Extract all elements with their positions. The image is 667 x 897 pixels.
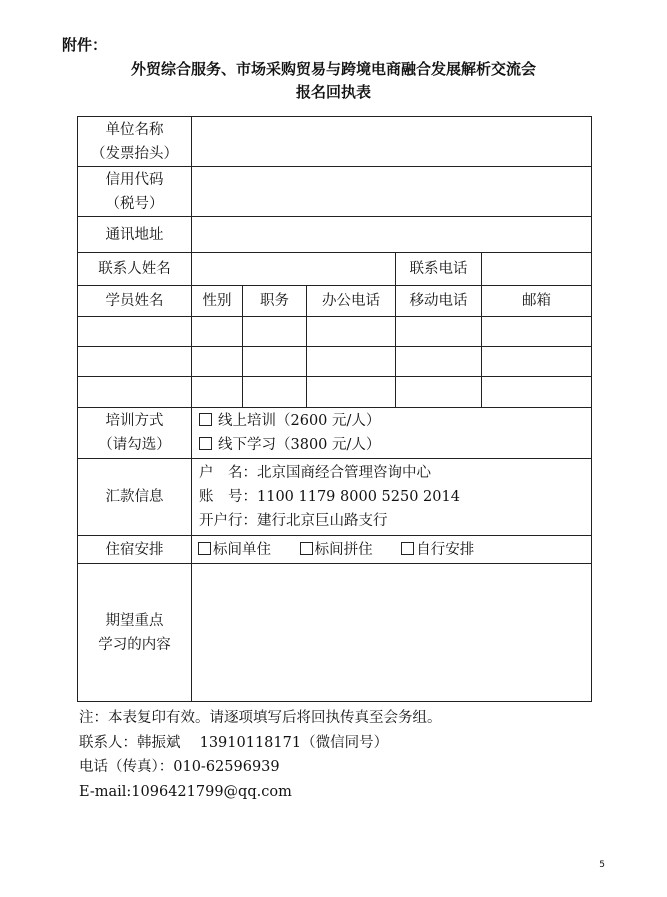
training-option-offline[interactable]	[199, 433, 591, 457]
note-phone-fax: 电话（传真）：010-62596939	[79, 759, 280, 775]
table-row	[78, 317, 592, 347]
table-row	[78, 377, 592, 408]
address-label: 通讯地址	[78, 217, 192, 253]
student-name-cell[interactable]	[78, 377, 192, 408]
student-email-cell[interactable]	[482, 347, 592, 377]
lodging-option-single[interactable]	[198, 542, 271, 558]
student-gender-cell[interactable]	[192, 377, 243, 408]
student-position-cell[interactable]	[243, 317, 307, 347]
remit-label: 汇款信息	[78, 459, 192, 536]
contact-phone-label: 联系电话	[396, 253, 482, 286]
student-gender-cell[interactable]	[192, 347, 243, 377]
student-mobile-cell[interactable]	[396, 377, 482, 408]
table-row	[78, 536, 592, 564]
column-header-office-phone: 办公电话	[307, 286, 396, 317]
student-email-cell[interactable]	[482, 377, 592, 408]
lodging-option-self[interactable]	[401, 542, 474, 558]
student-position-cell[interactable]	[243, 377, 307, 408]
expectation-label-line1: 期望重点	[105, 612, 164, 629]
column-header-gender: 性别	[192, 286, 243, 317]
credit-code-field[interactable]	[192, 167, 592, 217]
unit-name-sublabel: （发票抬头）	[91, 145, 178, 162]
student-mobile-cell[interactable]	[396, 317, 482, 347]
training-sublabel: （请勾选）	[98, 437, 171, 453]
checkbox-icon[interactable]	[199, 413, 212, 426]
student-email-cell[interactable]	[482, 317, 592, 347]
student-gender-cell[interactable]	[192, 317, 243, 347]
training-label: 培训方式	[105, 413, 164, 429]
student-office-phone-cell[interactable]	[307, 377, 396, 408]
training-option-offline-label: 线下学习（3800 元/人）	[218, 437, 381, 453]
credit-code-sublabel: （税号）	[105, 195, 164, 212]
table-row	[78, 408, 592, 459]
table-row	[78, 564, 592, 702]
page-number: 5	[599, 860, 605, 870]
expectation-field[interactable]	[192, 564, 592, 702]
training-option-online-label: 线上培训（2600 元/人）	[218, 413, 381, 429]
attachment-label: 附件：	[62, 36, 108, 54]
lodging-option-shared-label: 标间拼住	[314, 541, 373, 558]
checkbox-icon[interactable]	[300, 542, 313, 555]
column-header-position: 职务	[243, 286, 307, 317]
footer-notes	[79, 706, 442, 804]
lodging-options	[192, 536, 592, 564]
table-row	[78, 347, 592, 377]
table-row	[78, 459, 592, 536]
form-title: 外贸综合服务、市场采购贸易与跨境电商融合发展解析交流会	[130, 60, 536, 78]
lodging-option-shared[interactable]	[300, 542, 373, 558]
credit-code-label: 信用代码	[105, 171, 164, 188]
expectation-label-line2: 学习的内容	[98, 636, 171, 653]
unit-name-label: 单位名称	[105, 121, 164, 138]
student-office-phone-cell[interactable]	[307, 317, 396, 347]
checkbox-icon[interactable]	[199, 437, 212, 450]
credit-code-label-cell	[78, 167, 192, 217]
contact-name-field[interactable]	[192, 253, 396, 286]
student-name-cell[interactable]	[78, 317, 192, 347]
lodging-option-single-label: 标间单住	[213, 541, 271, 558]
remit-info	[192, 459, 592, 536]
table-row	[78, 167, 592, 217]
note-contact-person: 联系人：韩振斌 13910118171（微信同号）	[79, 734, 389, 751]
table-row	[78, 253, 592, 286]
student-position-cell[interactable]	[243, 347, 307, 377]
unit-name-field[interactable]	[192, 117, 592, 167]
address-field[interactable]	[192, 217, 592, 253]
remit-account-number: 账 号：1100 1179 8000 5250 2014	[199, 489, 460, 505]
training-option-online[interactable]	[199, 409, 591, 433]
lodging-label: 住宿安排	[78, 536, 192, 564]
column-header-mobile: 移动电话	[396, 286, 482, 317]
form-subtitle: 报名回执表	[295, 83, 371, 101]
training-label-cell	[78, 408, 192, 459]
table-row	[78, 117, 592, 167]
checkbox-icon[interactable]	[198, 542, 211, 555]
column-header-name: 学员姓名	[78, 286, 192, 317]
checkbox-icon[interactable]	[401, 542, 414, 555]
contact-phone-field[interactable]	[482, 253, 592, 286]
registration-form-table	[77, 116, 592, 702]
remit-bank: 开户行：建行北京巨山路支行	[199, 513, 388, 529]
unit-name-label-cell	[78, 117, 192, 167]
training-options	[192, 408, 592, 459]
student-office-phone-cell[interactable]	[307, 347, 396, 377]
note-copy-valid: 注：本表复印有效。请逐项填写后将回执传真至会务组。	[79, 710, 442, 726]
table-row	[78, 217, 592, 253]
student-mobile-cell[interactable]	[396, 347, 482, 377]
column-header-email: 邮箱	[482, 286, 592, 317]
student-name-cell[interactable]	[78, 347, 192, 377]
table-header-row	[78, 286, 592, 317]
remit-account-name: 户 名：北京国商经合管理咨询中心	[199, 465, 431, 481]
contact-name-label: 联系人姓名	[78, 253, 192, 286]
note-email: E-mail:1096421799@qq.com	[79, 783, 292, 800]
lodging-option-self-label: 自行安排	[416, 541, 475, 558]
expectation-label-cell	[78, 564, 192, 702]
